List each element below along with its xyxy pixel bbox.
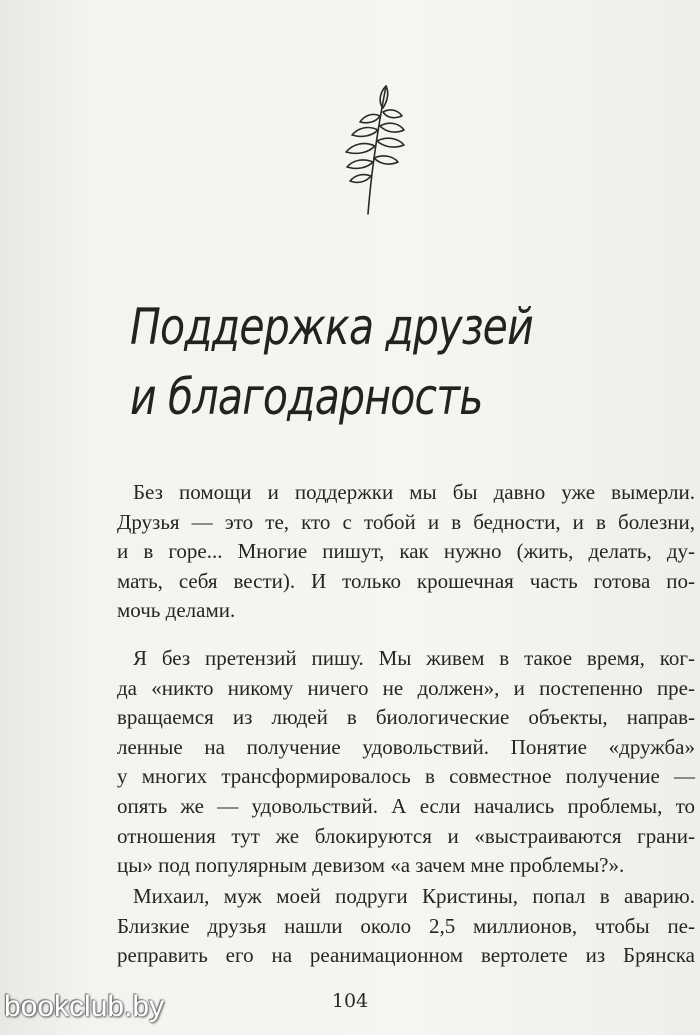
text-line: цы» под популярным девизом «а зачем мне проблемы?». (117, 853, 625, 878)
text-line: опять же — удовольствий. А если начались проблемы, то (117, 793, 695, 818)
chapter-title (130, 292, 573, 432)
text-line: Я без претензий пишу. Мы живем в такое время, ког- (133, 646, 695, 670)
paragraph-3 (117, 882, 695, 971)
text-line: Друзья — это те, кто с тобой и в бедности, и в болезни, (117, 509, 695, 534)
text-line: Близкие друзья нашли около 2,5 миллионов, чтобы пе- (117, 913, 695, 938)
page-number: 104 (331, 990, 369, 1012)
text-line: и в горе... Многие пишут, как нужно (жить, делать, ду- (117, 539, 695, 564)
text-line: у многих трансформировалось в совместное получение — (117, 764, 695, 789)
text-line: мочь делами. (117, 598, 236, 623)
text-line: вращаемся из людей в биологические объекты, направ- (117, 705, 695, 730)
chapter-title-line-1: Поддержка друзей (130, 298, 533, 356)
chapter-title-line-2: и благодарность (130, 368, 483, 426)
paragraph-2 (117, 644, 695, 881)
text-line: Михаил, муж моей подруги Кристины, попал в аварию. (133, 884, 695, 908)
leaf-sprig-icon (328, 78, 418, 216)
text-line: реправить его на реанимационном вертолете из Брянска (117, 943, 695, 968)
watermark: bookclub.by (4, 990, 165, 1023)
text-line: да «никто никому ничего не должен», и постепенно пре- (117, 675, 695, 700)
text-line: мать, себя вести). И только крошечная часть готова по- (117, 568, 695, 593)
text-line: ленные на получение удовольствий. Понятие «дружба» (117, 734, 695, 759)
paragraph-1 (117, 478, 695, 626)
text-line: отношения тут же блокируются и «выстраиваются грани- (117, 823, 695, 848)
text-line: Без помощи и поддержки мы бы давно уже вымерли. (133, 480, 695, 504)
